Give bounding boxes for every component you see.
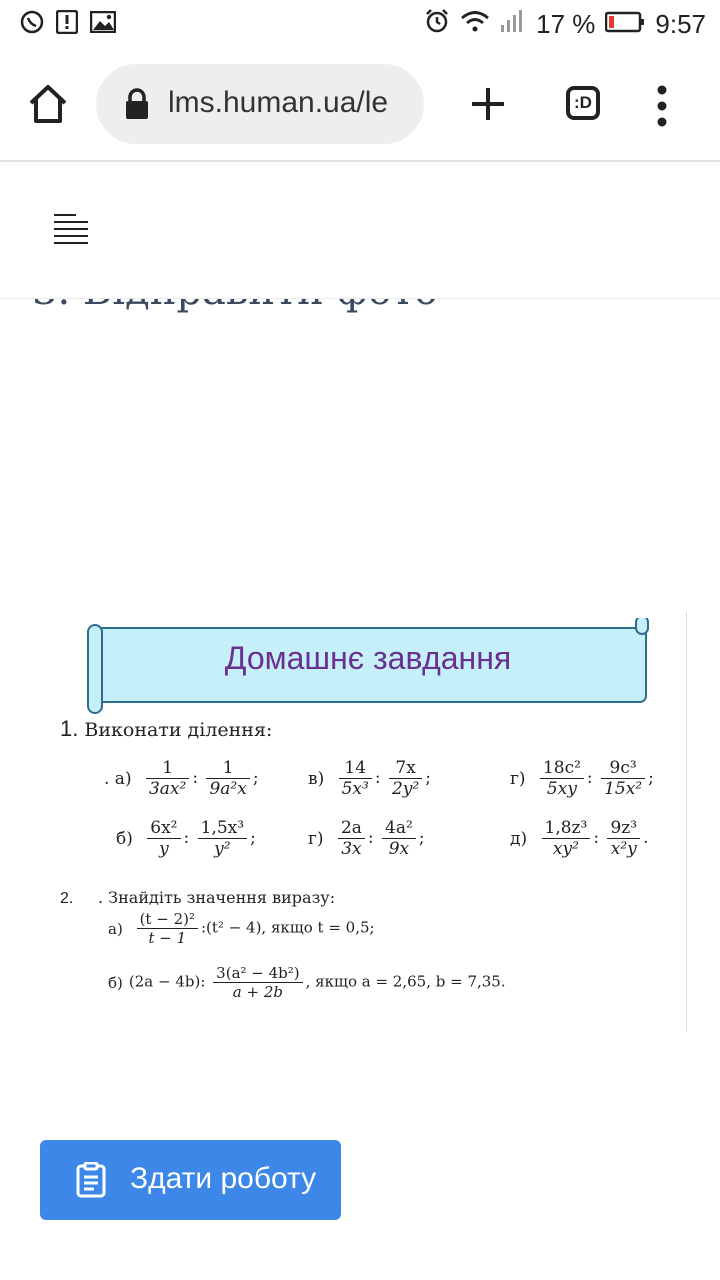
new-tab-button[interactable] (470, 86, 506, 122)
tabs-button[interactable]: :D (566, 86, 600, 120)
status-bar (0, 0, 720, 48)
task2-number: 2. (60, 890, 74, 907)
more-menu-button[interactable] (652, 84, 672, 128)
task2-item-b: б) (2a − 4b): $\frac{\text{3(a² − 4b²)}}{a + 2b}$ , якщо a = 2,65, b = 7,35. (108, 964, 506, 1001)
wifi-icon (460, 9, 490, 40)
task1-item-d: д) $\frac{\text{1,8z³}}{\text{xy²}}$ : $\frac{\text{9z³}}{\text{x²y}}$ . (510, 818, 649, 859)
alarm-icon (424, 8, 450, 41)
submit-work-button[interactable] (40, 1140, 341, 1220)
task1-item-v: в) $\frac{14}{\text{5x³}}$ : $\frac{7x}{\text{2y²}}$ ; (308, 758, 431, 799)
image-border (686, 612, 687, 1032)
plus-icon (470, 86, 506, 122)
clipboard-icon (76, 1162, 106, 1203)
page-header (0, 162, 720, 299)
battery-percent: 17 % (536, 9, 596, 39)
task1-item-b: б) $\frac{\text{6x²}}{y}$ : $\frac{\text{1,5x³}}{\text{y²}}$ ; (116, 818, 256, 859)
task1-item-g1: г) $\frac{\text{18c²}}{5xy}$ : $\frac{\text{9c³}}{\text{15x²}}$ ; (510, 758, 654, 799)
task1-item-g2: г) $\frac{2a}{3x}$ : $\frac{\text{4a²}}{9x}$ ; (308, 818, 425, 859)
home-button[interactable] (26, 82, 70, 126)
url-text[interactable]: lms.human.ua/le (168, 86, 389, 119)
task2-item-a: а) $\frac{\text{(t − 2)²}}{t - 1}$ :(t² − 4), якщо t = 0,5; (108, 910, 375, 947)
battery-icon (605, 9, 645, 40)
submit-work-label: Здати роботу (130, 1162, 317, 1195)
menu-icon[interactable] (52, 212, 90, 246)
image-icon (90, 11, 116, 38)
alert-icon (56, 10, 78, 39)
task2-title: . Знайдіть значення виразу: (98, 888, 336, 907)
more-vertical-icon (652, 84, 672, 128)
viber-icon (20, 10, 44, 39)
task1-number: 1. (60, 716, 79, 741)
task1-title: Виконати ділення: (84, 719, 273, 741)
home-icon (26, 82, 70, 126)
clock: 9:57 (655, 9, 706, 39)
homework-title: Домашнє завдання (224, 640, 512, 676)
task1-header (60, 716, 272, 742)
signal-icon (500, 9, 526, 40)
lock-icon (124, 88, 150, 125)
task1-item-a: . а) $\frac{1}{\text{3ax²}}$ : $\frac{1}{\text{9a²x}}$ ; (104, 758, 259, 799)
